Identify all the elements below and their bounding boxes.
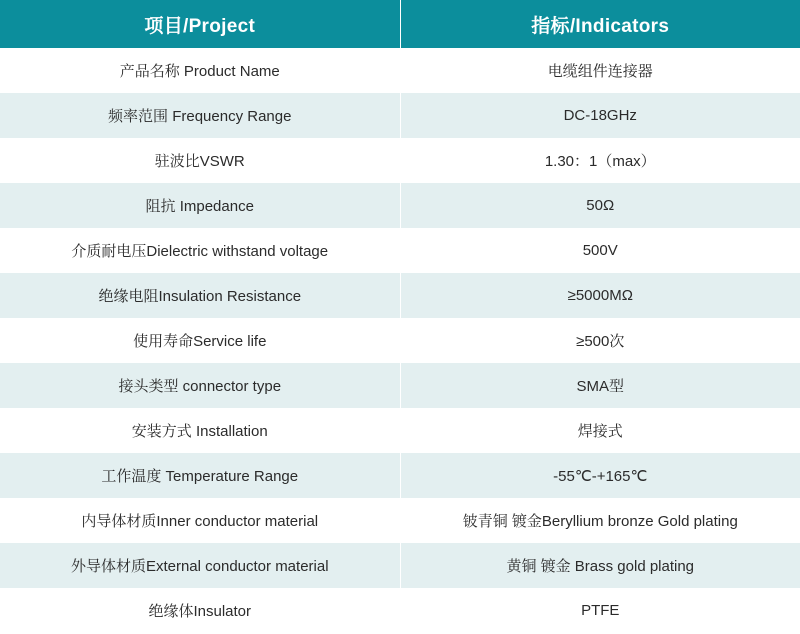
table-header [0,0,800,48]
cell-project: 阻抗 Impedance [0,183,400,228]
column-header-indicator: 指标/Indicators [400,0,800,48]
column-header-project: 项目/Project [0,0,400,48]
cell-indicator: 电缆组件连接器 [400,48,800,93]
table-row [0,183,800,228]
cell-project: 产品名称 Product Name [0,48,400,93]
table-row [0,543,800,588]
table-row [0,588,800,633]
cell-project: 驻波比VSWR [0,138,400,183]
table-header-row [0,0,800,48]
cell-project: 内导体材质Inner conductor material [0,498,400,543]
table-row [0,498,800,543]
cell-indicator: DC-18GHz [400,93,800,138]
table-row [0,93,800,138]
cell-indicator: 铍青铜 镀金Beryllium bronze Gold plating [400,498,800,543]
table-row [0,318,800,363]
cell-project: 工作温度 Temperature Range [0,453,400,498]
table-row [0,273,800,318]
table-row [0,363,800,408]
cell-indicator: 50Ω [400,183,800,228]
table-row [0,453,800,498]
cell-indicator: SMA型 [400,363,800,408]
table-row [0,138,800,183]
cell-indicator: -55℃-+165℃ [400,453,800,498]
cell-indicator: PTFE [400,588,800,633]
cell-project: 接头类型 connector type [0,363,400,408]
cell-project: 介质耐电压Dielectric withstand voltage [0,228,400,273]
cell-indicator: 黄铜 镀金 Brass gold plating [400,543,800,588]
table-row [0,228,800,273]
table-body [0,48,800,633]
cell-project: 安装方式 Installation [0,408,400,453]
cell-project: 绝缘体Insulator [0,588,400,633]
cell-project: 绝缘电阻Insulation Resistance [0,273,400,318]
cell-project: 使用寿命Service life [0,318,400,363]
cell-indicator: 焊接式 [400,408,800,453]
table-row [0,408,800,453]
cell-indicator: ≥500次 [400,318,800,363]
cell-indicator: 1.30：1（max） [400,138,800,183]
table-row [0,48,800,93]
cell-project: 频率范围 Frequency Range [0,93,400,138]
cell-indicator: ≥5000MΩ [400,273,800,318]
cell-project: 外导体材质External conductor material [0,543,400,588]
cell-indicator: 500V [400,228,800,273]
